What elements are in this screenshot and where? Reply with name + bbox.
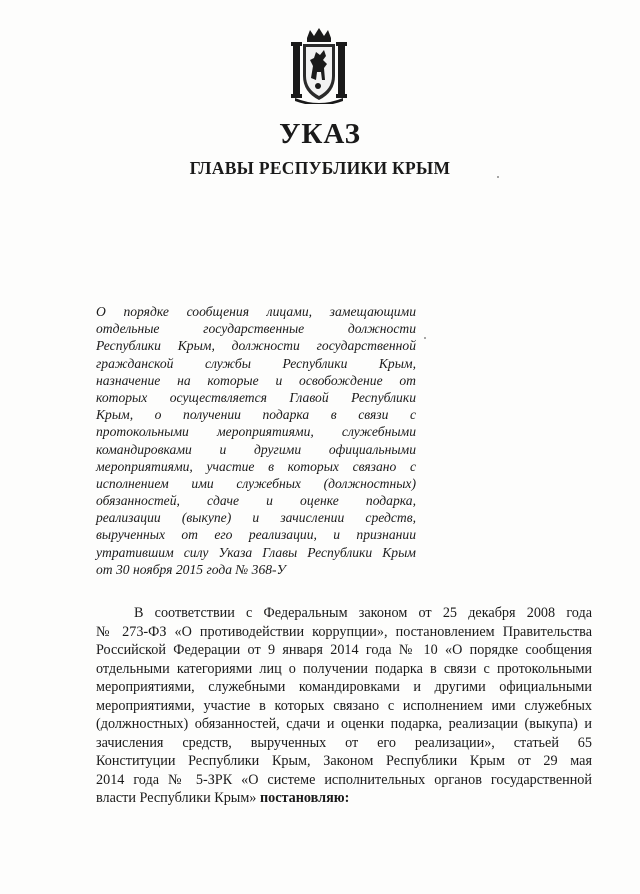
preamble-last-line xyxy=(96,789,592,808)
subject-line: которых осуществляется Главой Республики xyxy=(96,389,416,405)
resolution-keyword: постановляю: xyxy=(259,790,350,806)
preamble-line: зачисления средств, вырученных от его реализации», статьей 65 xyxy=(96,734,592,751)
preamble-line: № 273-ФЗ «О противодействии коррупции», постановлением Правительства xyxy=(96,623,592,640)
preamble-line: Российской Федерации от 9 января 2014 года № 10 «О порядке сообщения xyxy=(96,642,592,658)
scan-speck xyxy=(424,337,426,339)
preamble-line: В соответствии с Федеральным законом от 25 декабря 2008 года xyxy=(134,605,592,621)
subject-line: назначение на которые и освобождение от xyxy=(96,372,416,388)
subject-line: исполнением ими служебных (должностных) xyxy=(96,475,416,491)
decree-preamble xyxy=(96,604,592,808)
subject-line: Крым, о получении подарка в связи с xyxy=(96,407,416,423)
subject-line: Республики Крым, должности государственной xyxy=(96,338,416,354)
subject-line: обязанностей, сдаче и оценке подарка, xyxy=(96,493,416,509)
subject-line: командировками и другими официальными xyxy=(96,441,416,457)
scan-speck xyxy=(497,176,499,178)
crimea-coat-of-arms-icon xyxy=(289,28,349,104)
document-subtitle: ГЛАВЫ РЕСПУБЛИКИ КРЫМ xyxy=(189,158,451,178)
preamble-line: мероприятиями, участие в которых связано с исполнением ими служебных xyxy=(96,697,592,714)
subject-line: реализации (выкупе) и зачислении средств, xyxy=(96,510,416,526)
preamble-line: Конституции Республики Крым, Законом Республики Крым от 29 мая xyxy=(96,753,592,769)
preamble-line-text: власти Республики Крым» xyxy=(96,790,257,806)
subject-line: отдельные государственные должности xyxy=(96,321,416,337)
decree-subject xyxy=(96,303,416,578)
document-title: УКАЗ xyxy=(279,118,361,150)
subject-line: О порядке сообщения лицами, замещающими xyxy=(96,304,416,319)
subject-line: от 30 ноября 2015 года № 368-У xyxy=(96,561,286,577)
subject-line: гражданской службы Республики Крым, xyxy=(96,355,416,371)
subject-line: мероприятиями, участие в которых связано с xyxy=(96,458,416,474)
subject-line: протокольными мероприятиями, служебными xyxy=(96,424,416,440)
subject-line: вырученных от его реализации, и признании xyxy=(96,527,416,543)
subject-line: утратившим силу Указа Главы Республики Крым xyxy=(96,544,416,560)
preamble-line: мероприятиями, служебными командировками и другими официальными xyxy=(96,679,592,695)
preamble-line: отдельными категориями лиц о получении подарка в связи с протокольными xyxy=(96,660,592,677)
preamble-line: (должностных) обязанностей, сдачи и оценки подарка, реализации (выкупа) и xyxy=(96,716,592,732)
preamble-line: 2014 года № 5-ЗРК «О системе исполнительных органов государственной xyxy=(96,771,592,788)
